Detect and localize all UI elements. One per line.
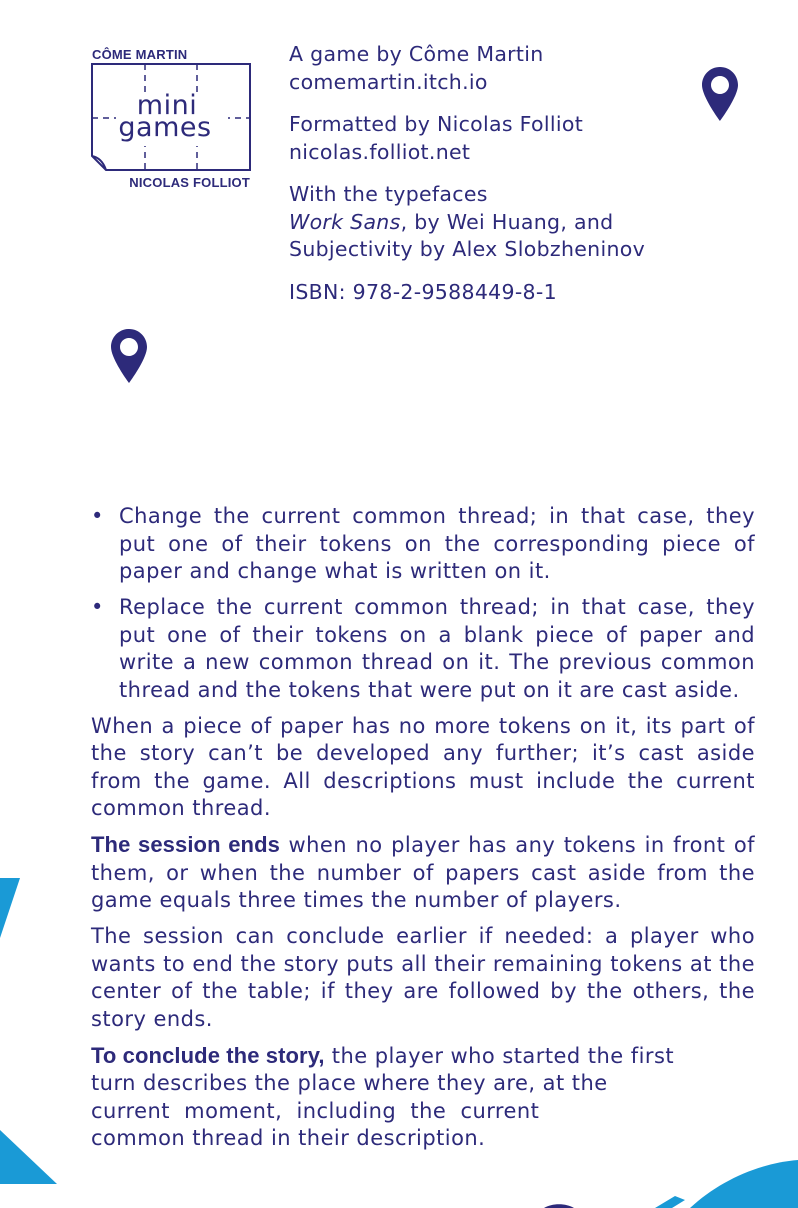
typeface-name: Work Sans xyxy=(289,209,401,234)
paragraph-cast-aside: When a piece of paper has no more tokens on it, its part of the story can’t be developed any further; it’s cast aside from the game. All descriptions must include the current common thread. xyxy=(91,713,755,820)
options-list xyxy=(91,503,755,704)
credits-block xyxy=(289,41,689,306)
credit-typefaces-intro: With the typefaces xyxy=(289,182,488,206)
session-ends-heading: The session ends xyxy=(91,832,280,857)
typeface-credit: , by Wei Huang, and xyxy=(400,209,614,234)
paragraph-conclude-story xyxy=(91,1042,755,1153)
conclude-story-heading: To conclude the story, xyxy=(91,1042,325,1068)
conclude-story-line2: turn describes the place where they are, at the xyxy=(91,1071,608,1095)
dark-arc-bottom xyxy=(544,1204,574,1208)
map-pin-icon xyxy=(110,328,148,384)
paragraph-session-ends xyxy=(91,831,755,915)
logo-word-games: games xyxy=(118,112,212,143)
rules-text xyxy=(91,503,755,1161)
session-ends-text: when no player has any tokens in front of them, or when the number of papers cast aside from the game equals three times the number of players. xyxy=(91,833,755,912)
credit-formatter-url: nicolas.folliot.net xyxy=(289,139,471,164)
map-pin-icon xyxy=(701,66,739,122)
logo-author-bottom: NICOLAS FOLLIOT xyxy=(129,175,250,190)
minigames-logo xyxy=(88,44,254,194)
blue-sliver-bottom xyxy=(655,1196,685,1208)
paragraph-conclude-early: The session can conclude earlier if needed: a player who wants to end the story puts all their remaining tokens at the center of the table; if they are followed by the others, the story ends. xyxy=(91,924,755,1031)
blue-shape-left-upper xyxy=(0,878,20,938)
conclude-story-line1: the player who started the first xyxy=(324,1043,675,1068)
list-item: • Replace the current common thread; in that case, they put one of their tokens on a blank piece of paper and write a new common thread on it. The previous common thread and the tokens that were put on it are cast aside. xyxy=(91,594,755,704)
credit-author-url: comemartin.itch.io xyxy=(289,69,488,94)
logo-author-top: CÔME MARTIN xyxy=(92,47,188,62)
logo-word-mini: mini xyxy=(136,90,198,121)
blue-shape-left-lower xyxy=(0,1130,57,1184)
credit-typeface-2: Subjectivity by Alex Slobzheninov xyxy=(289,237,646,261)
credit-formatter: Formatted by Nicolas Folliot xyxy=(289,112,584,136)
credit-author: A game by Côme Martin xyxy=(289,42,544,66)
credit-typeface-1 xyxy=(289,209,689,237)
conclude-story-line4: common thread in their description. xyxy=(91,1126,486,1150)
conclude-story-line3: current moment, including the current xyxy=(91,1098,540,1123)
list-item: • Change the current common thread; in that case, they put one of their tokens on the corresponding piece of paper and change what is written on it. xyxy=(91,503,755,586)
isbn: ISBN: 978-2-9588449-8-1 xyxy=(289,279,557,304)
blue-circle-bottom-right xyxy=(690,1160,798,1208)
